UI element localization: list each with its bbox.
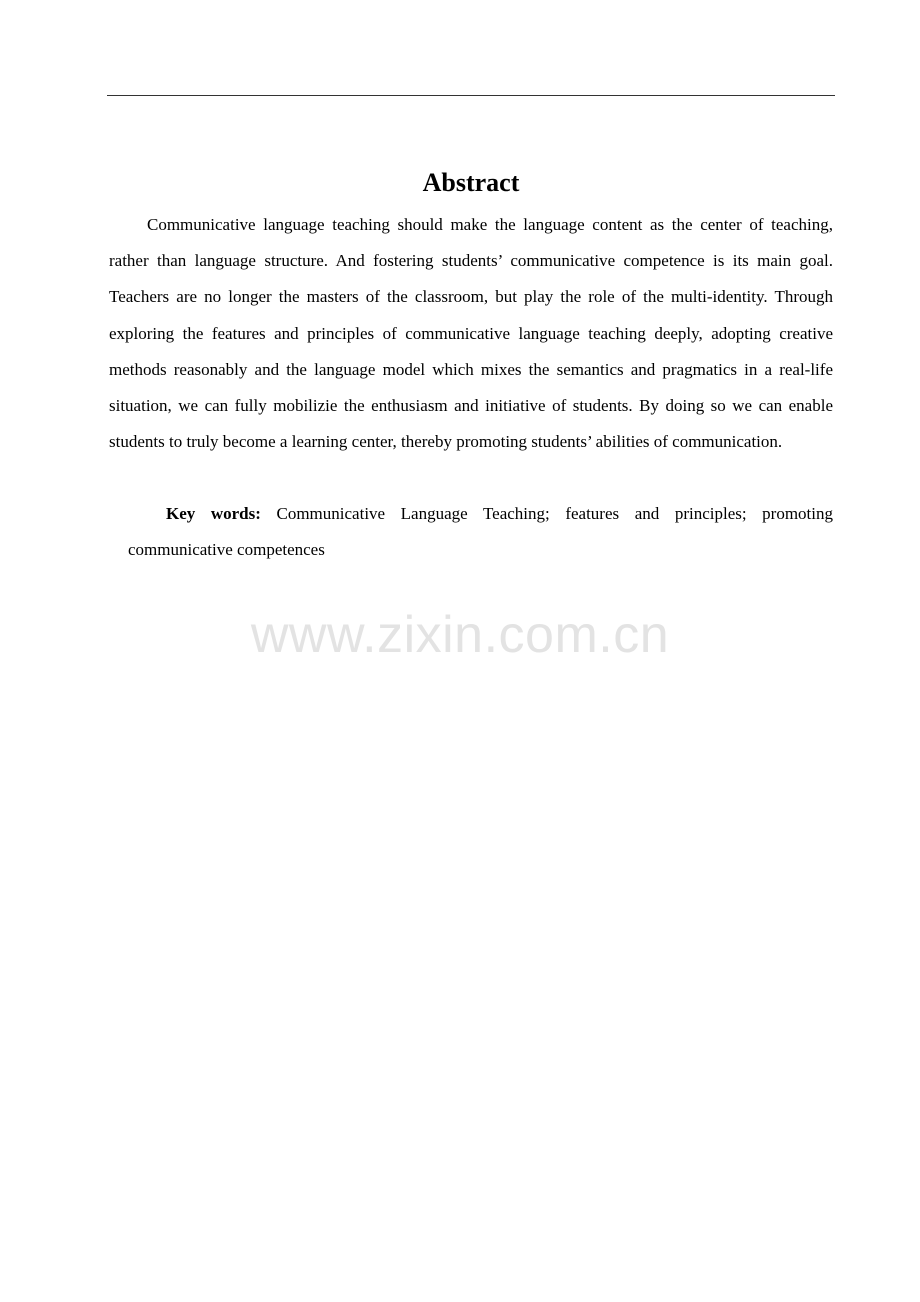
keywords-paragraph [128,496,833,568]
watermark-text: www.zixin.com.cn [250,606,670,664]
keywords-label: Key words: [166,504,261,523]
page-title: Abstract [422,168,520,197]
keywords-text: Communicative Language Teaching; features and principles; promoting communicative competences [128,504,833,560]
header-rule [107,95,835,96]
abstract-paragraph: Communicative language teaching should make the language content as the center of teaching, rather than language structure. And fostering students’ communicative competence is its main goal. Teachers are no longer the masters of the classroom, but play the role of the multi-identity. Through exploring the features and principles of communicative language teaching deeply, adopting creative methods reasonably and the language model which mixes the semantics and pragmatics in a real-life situation, we can fully mobilizie the enthusiasm and initiative of students. By doing so we can enable students to truly become a learning center, thereby promoting students’ abilities of communication. [109,215,833,452]
